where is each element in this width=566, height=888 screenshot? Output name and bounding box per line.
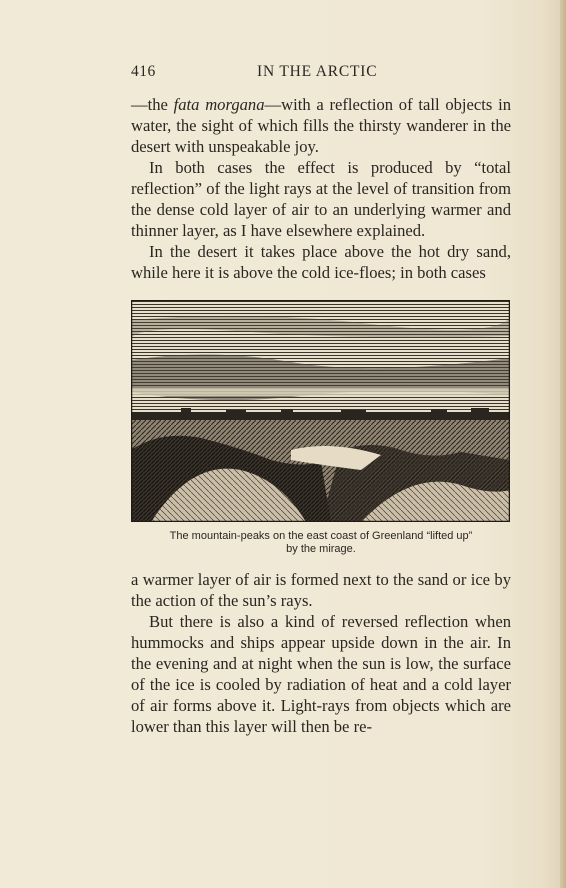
- italic-term: fata morgana: [173, 95, 265, 114]
- page-edge: [560, 0, 566, 888]
- body-text-bottom: [131, 569, 511, 737]
- body-text-top: [131, 94, 511, 283]
- caption-line-2: by the mirage.: [286, 543, 356, 555]
- paragraph-1: —the fata morgana—with a reflection of tall objects in water, the sight of which fills the thirsty wanderer in the desert with unspeakable joy.: [131, 95, 511, 156]
- paragraph-5: But there is also a kind of reversed reflection when hummocks and ships appear upside down in the air. In the evening and at night when the sun is low, the surface of the ice is cooled by radiation of heat and a cold layer of air forms above it. Light-rays from objects which are lower than this layer will then be re-: [131, 612, 511, 736]
- paragraph-3: In the desert it takes place above the hot dry sand, while here it is above the cold ice-floes; in both cases: [131, 242, 511, 282]
- caption-line-1: The mountain-peaks on the east coast of Greenland “lifted up”: [169, 530, 473, 542]
- page-number: 416: [131, 63, 156, 80]
- running-header: [131, 63, 511, 83]
- paragraph-4: a warmer layer of air is formed next to the sand or ice by the action of the sun’s rays.: [131, 570, 511, 610]
- running-title: IN THE ARCTIC: [257, 63, 378, 80]
- paragraph-2: In both cases the effect is produced by “total reflection” of the light rays at the level of transition from the dense cold layer of air to an underlying warmer and thinner layer, as I have elsewhere explained.: [131, 158, 511, 240]
- mirage-illustration: [131, 300, 510, 522]
- figure-caption: [131, 530, 511, 556]
